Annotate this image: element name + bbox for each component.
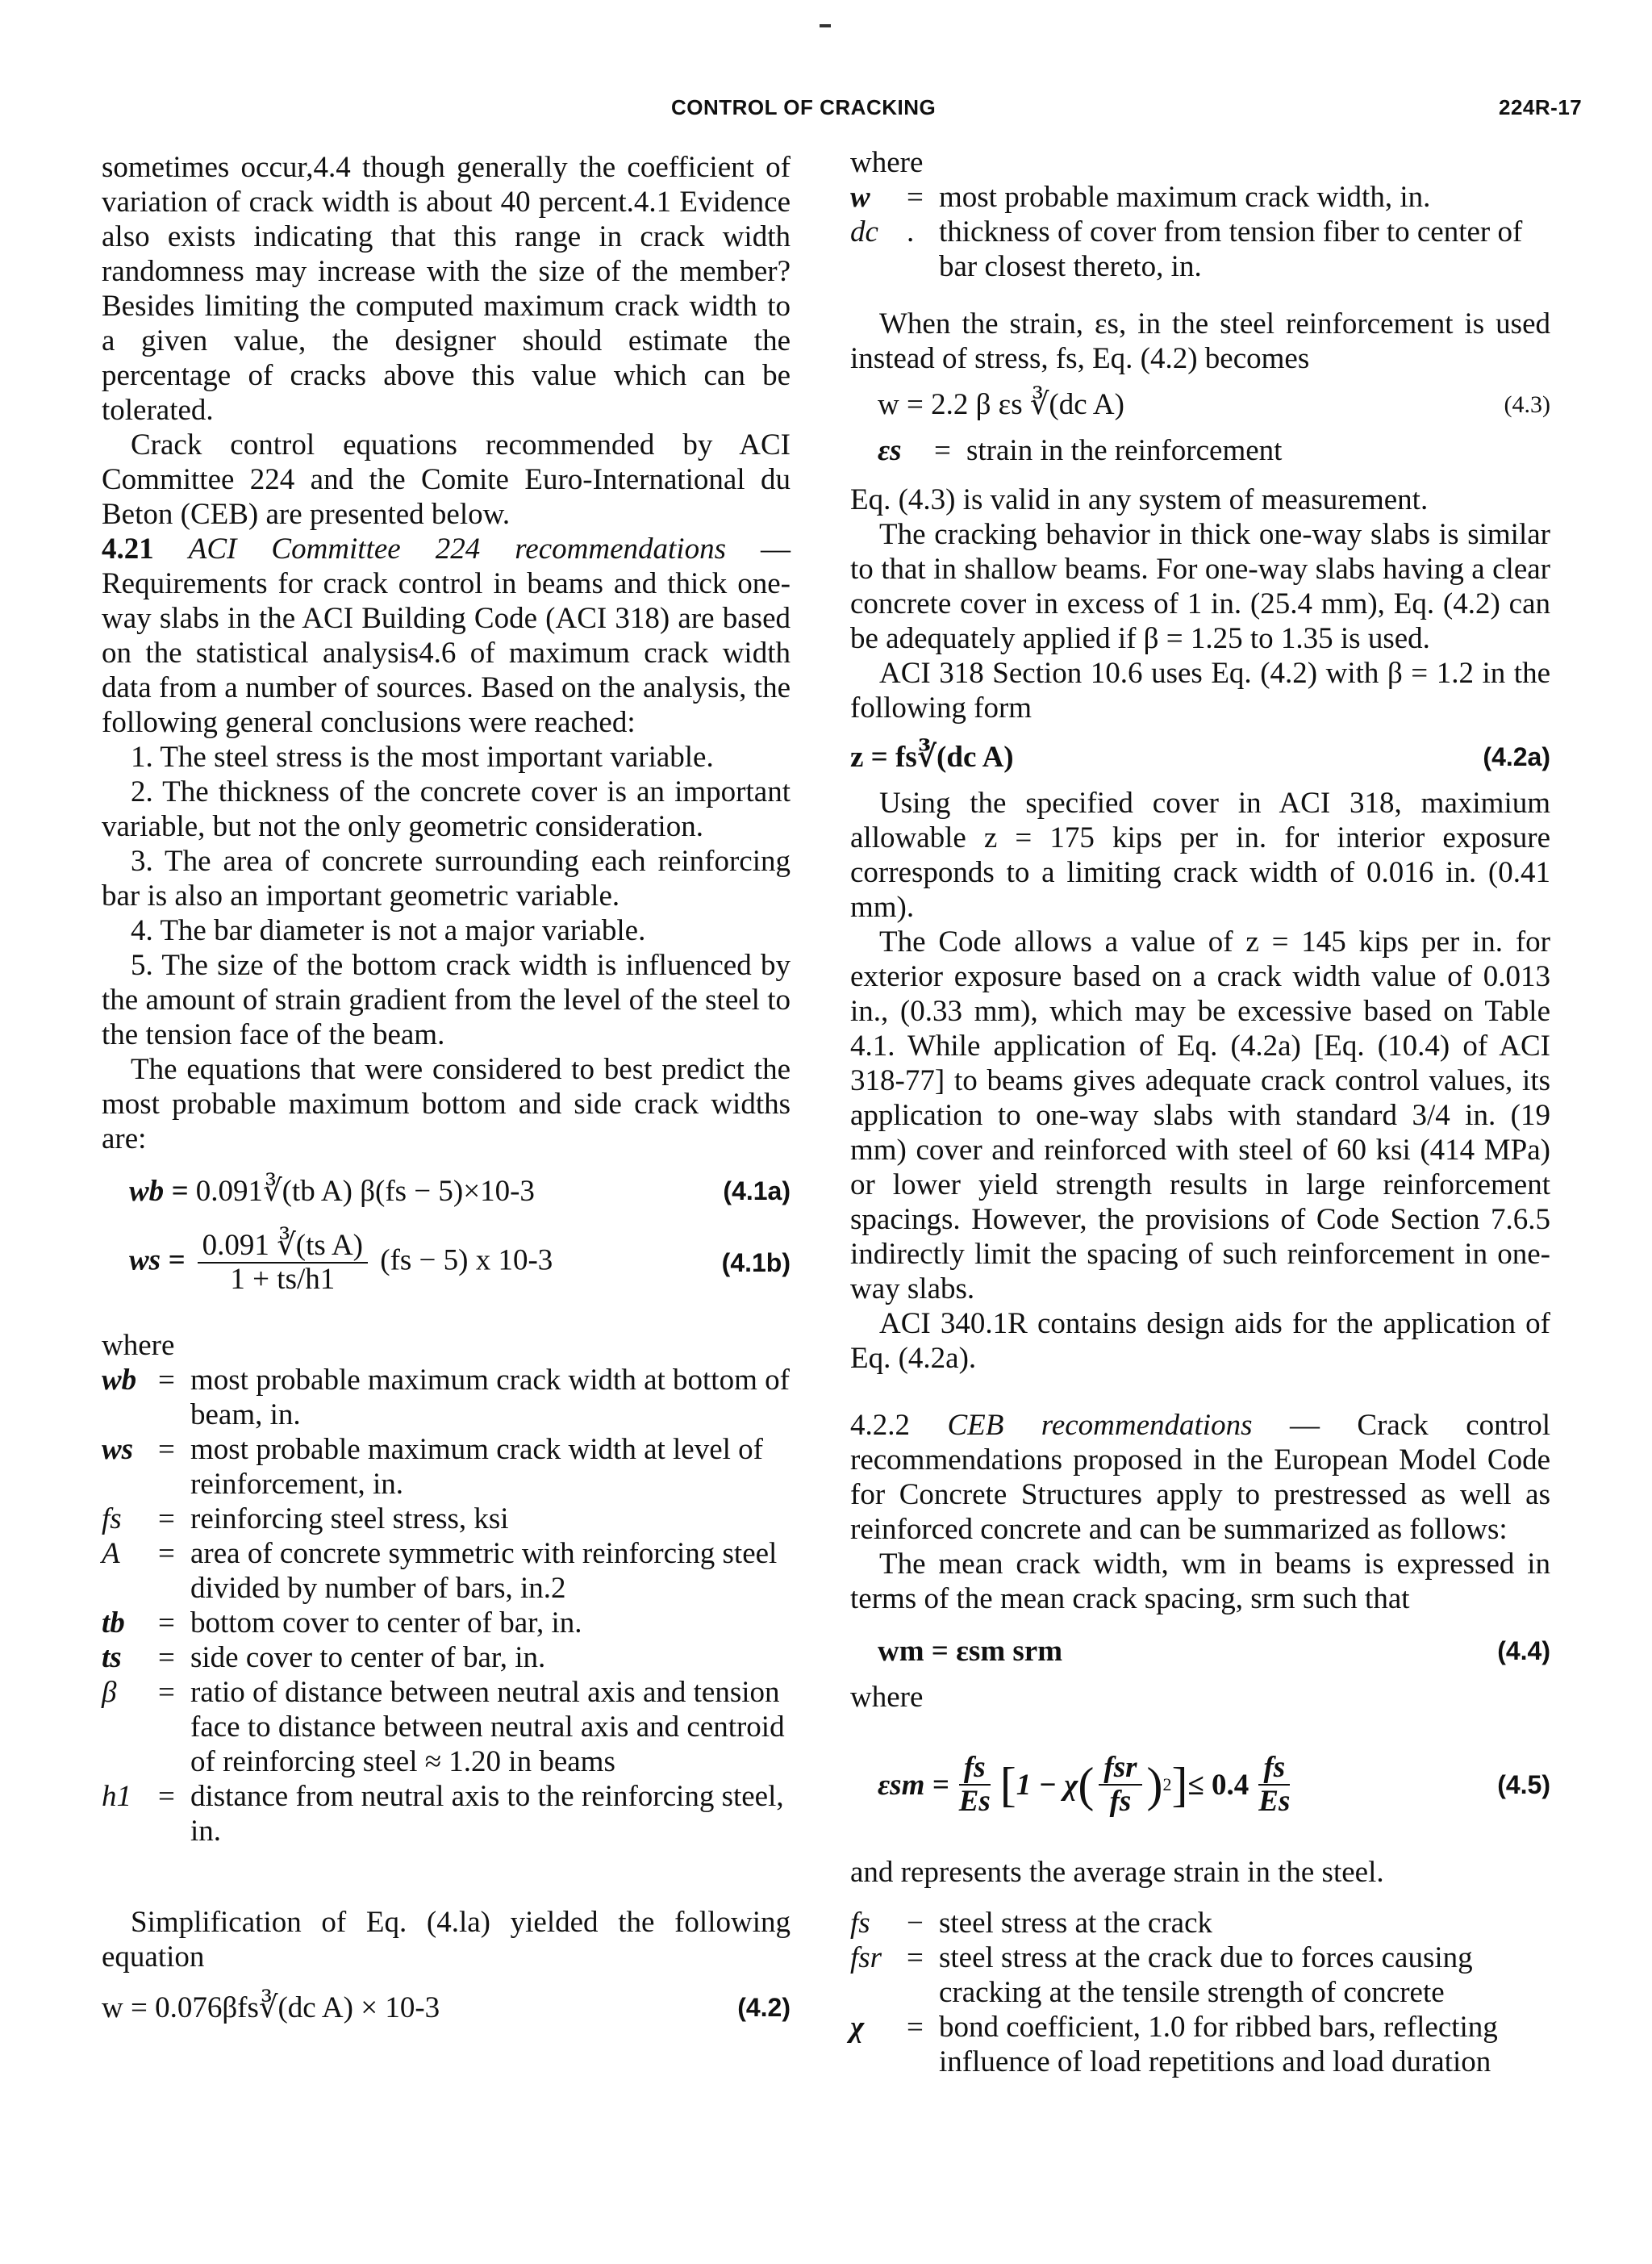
definition: χ = bond coefficient, 1.0 for ribbed bars, reflecting influence of load repetitions and load duration [850,2011,1498,2078]
definition: wb = most probable maximum crack width at bottom of beam, in. [102,1364,790,1431]
fraction [198,1230,368,1296]
fraction-denominator: Es [958,1785,991,1818]
fraction-denominator: Es [1258,1785,1291,1818]
section-title: ACI Committee 224 recommendations [188,533,726,566]
section-text: — Crack control recommendations proposed in the European Model Code for Concrete Structures apply to prestressed as well as reinforced concrete and can be summarized as follows: [850,1409,1550,1546]
equation-4-4 [850,1634,1550,1669]
eq-body: wm = εsm srm [878,1635,1063,1668]
definition: dc . thickness of cover from tension fiber to center of bar closest thereto, in. [850,215,1523,283]
equation-number: (4.2a) [1483,742,1550,771]
fraction [1254,1752,1295,1818]
fraction-numerator: fs [959,1752,991,1786]
left-bracket: [ [999,1758,1016,1811]
definition: ts = side cover to center of bar, in. [102,1641,546,1674]
eq-lhs: ws = [129,1243,186,1277]
section-text: — Requirements for crack control in beams and thick one-way slabs in the ACI Building Code (ACI 318) are based on the statistical analysis4.6 of maximum crack width data from a number of sources. Based on the analysis, the following general conclusions were reached: [102,533,791,739]
paragraph: sometimes occur,4.4 though generally the coefficient of variation of crack width is about 40 percent.4.1 Evidence also exists indicating that this range in crack width randomness may increase with the size of the member? Besides limiting the computed maximum crack width to a given value, the designer should estimate the percentage of cracks above this value which can be tolerated. [102,151,791,427]
equation-4-1a [102,1174,791,1209]
where-label: where [850,1681,924,1714]
right-bracket: ] [1171,1758,1188,1811]
fraction-numerator: fsr [1099,1752,1141,1786]
eq-rhs: 0.091∛(tb A) β(fs − 5)×10-3 [195,1175,535,1208]
equation-4-1b [102,1230,791,1296]
definition: A = area of concrete symmetric with reinforcing steel divided by number of bars, in.2 [102,1537,778,1605]
paragraph: Using the specified cover in ACI 318, maximium allowable z = 175 kips per in. for interior exposure corresponds to a limiting crack width of 0.016 in. (0.41 mm). [850,787,1550,924]
equation-number: (4.5) [1497,1769,1550,1799]
equation-4-3 [850,387,1550,422]
paragraph: ACI 318 Section 10.6 uses Eq. (4.2) with β = 1.2 in the following form [850,657,1550,725]
fraction-numerator: fs [1258,1752,1290,1786]
eq-tail: ≤ 0.4 [1187,1768,1249,1802]
section-title: CEB recommendations [947,1409,1253,1442]
paragraph: The mean crack width, wm in beams is expressed in terms of the mean crack spacing, srm such that [850,1548,1550,1615]
fraction [954,1752,995,1818]
fraction-denominator: 1 + ts/h1 [230,1263,336,1296]
definition: ws = most probable maximum crack width at level of reinforcement, in. [102,1433,763,1501]
definition: fs = reinforcing steel stress, ksi [102,1502,509,1535]
equation-number: (4.1a) [723,1176,791,1205]
paragraph: ACI 340.1R contains design aids for the application of Eq. (4.2a). [850,1307,1550,1375]
eq-tail: (fs − 5) x 10-3 [380,1243,553,1277]
eq-body: z = fs∛(dc A) [850,741,1014,774]
definition: εs = strain in the reinforcement [878,434,1283,467]
definition: tb = bottom cover to center of bar, in. [102,1606,582,1640]
list-item: 2. The thickness of the concrete cover is an important variable, but not the only geometric consideration. [102,775,791,843]
paragraph: Simplification of Eq. (4.la) yielded the following equation [102,1906,791,1974]
running-header: CONTROL OF CRACKING [671,95,937,119]
definition: w = most probable maximum crack width, in. [850,181,1431,214]
paragraph: When the strain, εs, in the steel reinforcement is used instead of stress, fs, Eq. (4.2) becomes [850,307,1550,375]
paragraph: and represents the average strain in the steel. [850,1856,1384,1889]
list-item: 4. The bar diameter is not a major variable. [131,914,646,947]
equation-4-5: εsm = $\frac{fs}{Es}$ [ 1 − χ ( $\frac{\text{fsr}}{fs}$ ) 2 ] ≤ 0.4 $\frac{fs}{Es}$ (4.5) [878,1751,1550,1818]
equation-number: (4.4) [1497,1636,1550,1665]
where-label: where [850,146,924,179]
left-column [102,150,791,2036]
eq-inner: 1 − χ [1016,1768,1078,1802]
definition: β = ratio of distance between neutral axis and tension face to distance between neutral axis and centroid of reinforcing steel ≈ 1.20 in beams [102,1676,785,1778]
scan-mark [820,24,831,27]
fraction [1099,1752,1141,1818]
equation-4-2 [102,1990,791,2025]
eq-body: w = 0.076βfs∛(dc A) × 10-3 [102,1991,440,2024]
fraction-numerator: 0.091 ∛(ts A) [198,1230,368,1264]
eq-lhs: wb = [129,1175,189,1208]
list-item: 3. The area of concrete surrounding each reinforcing bar is also an important geometric variable. [102,845,791,913]
section-4-2-2 [850,1408,1550,1547]
paragraph: The equations that were considered to best predict the most probable maximum bottom and side crack widths are: [102,1053,791,1155]
eq-body: w = 2.2 β εs ∛(dc A) [878,388,1124,421]
section-number: 4.21 [102,533,154,566]
equation-4-2a [850,740,1550,775]
paragraph: Crack control equations recommended by ACI Committee 224 and the Comite Euro-International du Beton (CEB) are presented below. [102,428,791,531]
equation-number: (4.2) [737,1993,791,2022]
paragraph: The Code allows a value of z = 145 kips per in. for exterior exposure based on a crack width value of 0.013 in., (0.33 mm), which may be excessive based on Table 4.1. While application of Eq. (4.2a) [Eq. (10.4) of ACI 318-77] to beams gives adequate crack control values, its application to one-way slabs with standard 3/4 in. (19 mm) cover and reinforced with steel of 60 ksi (414 MPa) or lower yield strength results in large reinforcement spacings. However, the provisions of Code Section 7.6.5 indirectly limit the spacing of such reinforcement in one-way slabs. [850,925,1550,1305]
right-column [850,145,1550,2079]
definition: h1 = distance from neutral axis to the reinforcing steel, in. [102,1780,784,1848]
where-label: where [102,1329,175,1362]
section-4-2-1 [102,532,791,740]
right-paren: ) [1146,1758,1163,1811]
page-number: 224R-17 [1499,95,1583,119]
equation-number: (4.1b) [721,1247,791,1277]
fraction-denominator: fs [1109,1785,1132,1818]
definition: fsr = steel stress at the crack due to forces causing cracking at the tensile strength of concrete [850,1941,1473,2009]
list-item: 5. The size of the bottom crack width is influenced by the amount of strain gradient from the level of the steel to the tension face of the beam. [102,949,791,1051]
left-paren: ( [1078,1758,1095,1811]
list-item: 1. The steel stress is the most important variable. [131,741,714,774]
definition: fs − steel stress at the crack [850,1907,1213,1940]
paragraph: The cracking behavior in thick one-way slabs is similar to that in shallow beams. For one-way slabs having a clear concrete cover in excess of 1 in. (25.4 mm), Eq. (4.2) can be adequately applied if β = 1.25 to 1.35 is used. [850,518,1550,655]
eq-lhs: εsm = [878,1768,949,1802]
paragraph: Eq. (4.3) is valid in any system of measurement. [850,483,1429,516]
equation-number: (4.3) [1504,391,1550,418]
section-number: 4.2.2 [850,1409,910,1442]
